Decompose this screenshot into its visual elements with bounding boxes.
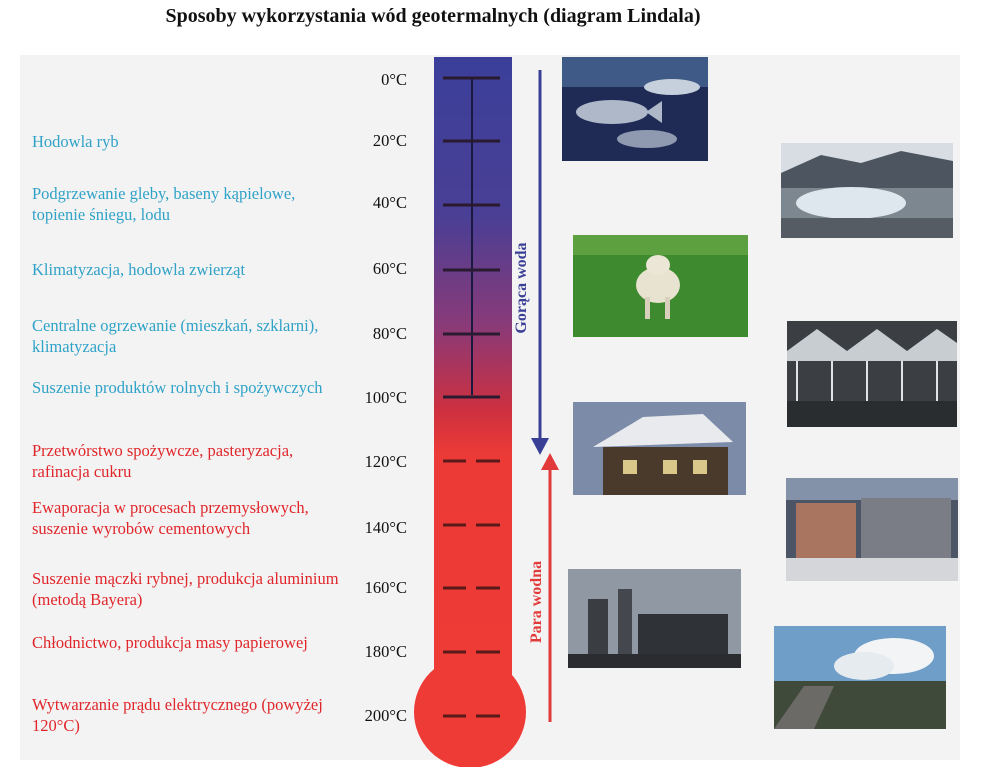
use-label-food-processing: Przetwórstwo spożywcze, pasteryzacja, rafinacja cukru — [32, 441, 294, 481]
use-label-central-heating: Centralne ogrzewanie (mieszkań, szklarni), klimatyzacja — [32, 316, 319, 356]
temperature-label: 140°C — [364, 518, 407, 537]
temperature-label: 180°C — [364, 642, 407, 661]
photo-house — [573, 402, 746, 495]
temperature-label: 20°C — [372, 131, 407, 150]
photo-industrial-plant — [568, 569, 741, 668]
use-label-air-conditioning-livestock: Klimatyzacja, hodowla zwierząt — [32, 260, 246, 279]
photo-cow — [573, 235, 748, 337]
steam-label: Para wodna — [528, 560, 545, 644]
temperature-label: 80°C — [372, 324, 407, 343]
temperature-label: 200°C — [364, 706, 407, 725]
temperature-label: 0°C — [381, 70, 407, 89]
use-label-drying-agricultural: Suszenie produktów rolnych i spożywczych — [32, 378, 323, 397]
temperature-label: 160°C — [364, 578, 407, 597]
photo-power-plant — [774, 626, 946, 729]
diagram-title: Sposoby wykorzystania wód geotermalnych (diagram Lindala) — [165, 5, 701, 27]
photo-greenhouse — [787, 321, 957, 427]
use-label-evaporation: Ewaporacja w procesach przemysłowych, suszenie wyrobów cementowych — [32, 498, 309, 538]
use-label-refrigeration-paper: Chłodnictwo, produkcja masy papierowej — [32, 633, 308, 652]
thermometer-bulb — [414, 656, 526, 767]
steam-arrowhead — [541, 453, 559, 470]
use-label-fishmeal-aluminium: Suszenie mączki rybnej, produkcja aluminium (metodą Bayera) — [32, 569, 339, 609]
photo-pool — [781, 143, 953, 238]
hot-water-arrowhead — [531, 438, 549, 455]
use-label-fish-farming: Hodowla ryb — [32, 132, 119, 151]
hot-water-label: Gorąca woda — [513, 242, 530, 334]
photo-factory-street — [786, 478, 958, 581]
photo-fish — [562, 57, 708, 161]
temperature-label: 40°C — [372, 193, 407, 212]
temperature-label: 100°C — [364, 388, 407, 407]
temperature-label: 120°C — [364, 452, 407, 471]
use-label-electricity: Wytwarzanie prądu elektrycznego (powyżej 120°C) — [32, 695, 323, 735]
use-label-soil-heating: Podgrzewanie gleby, baseny kąpielowe, topienie śniegu, lodu — [32, 184, 296, 224]
temperature-label: 60°C — [372, 259, 407, 278]
